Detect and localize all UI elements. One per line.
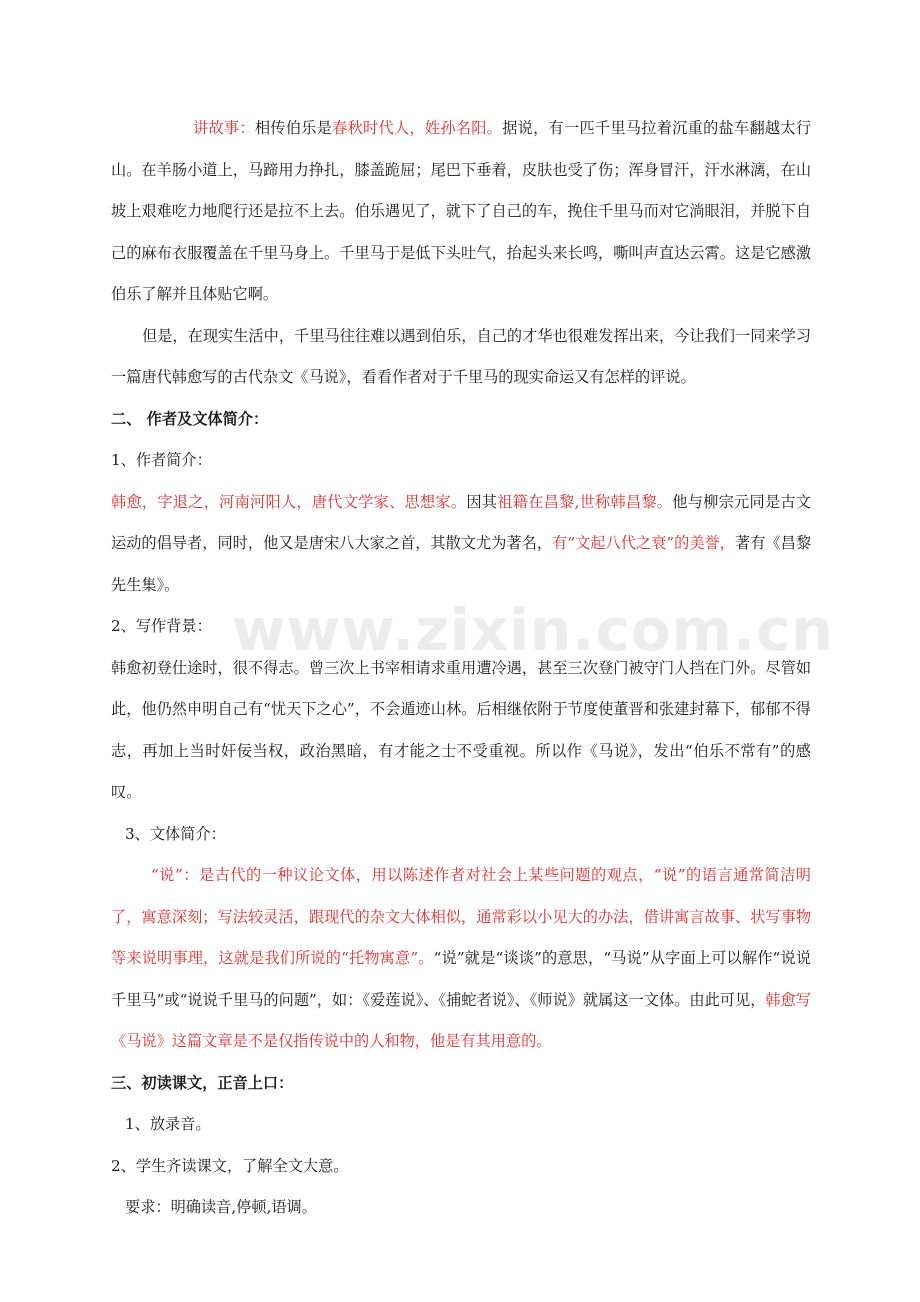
genre-highlight-2: 韩愈写《马说》这篇文章是不是仅指传说中的人和物，他是有其用意的。 [111,990,812,1050]
story-text-2: 据说，有一匹千里马拉着沉重的盐车翻越太行山。在羊肠小道上，马蹄用力挣扎，膝盖跪屈；尾巴下垂着，皮肤也受了伤；浑身冒汗，汗水淋漓，在山坡上艰难吃力地爬行还是拉不上去。伯乐遇见了，就下了自己的车，挽住千里马而对它淌眼泪，并脱下自己的麻布衣服覆盖在千里马身上。千里马于是低下头吐气，抬起头来长鸣，嘶叫声直达云霄。这是它感激伯乐了解并且体贴它啊。 [111,119,812,303]
story-highlight: 春秋时代人，姓孙名阳。 [332,119,503,137]
intro-paragraph: 但是，在现实生活中，千里马往往难以遇到伯乐，自己的才华也很难发挥出来，今让我们一同来学习一篇唐代韩愈写的古代杂文《马说》，看看作者对于千里马的现实命运又有怎样的评说。 [111,326,811,386]
genre-highlight-1: “说”：是古代的一种议论文体，用以陈述作者对社会上某些问题的观点，“说”的语言通常简洁明了，寓意深刻；写法较灵活，跟现代的杂文大体相似，通常彩以小见大的办法，借讲寓言故事、状写事物等来说明事理，这就是我们所说的“托物寓意”。 [111,866,811,967]
background-subheading: 2、写作背景： [111,617,212,635]
genre-text-1: “说”就是“谈谈”的意思，“马说”从字面上可以解作“说说千里马”或“说说千里马的问题”，如：《爱莲说》、《捕蛇者说》、《师说》就属这一文体。由此可见， [111,949,812,1009]
story-text-1: 相传伯乐是 [254,119,333,137]
author-paragraph [111,482,811,607]
watermark: www.zixin.com.cn [232,596,834,664]
story-label: 讲故事： [193,119,255,137]
story-paragraph [111,108,811,316]
requirement-text: 要求：明确读音,停顿,语调。 [125,1198,317,1216]
author-highlight-2: 祖籍在昌黎,世称韩昌黎。 [497,492,673,511]
step-item-2: 2、学生齐读课文，了解全文大意。 [111,1156,349,1175]
section-heading-2: 二、 作者及文体简介： [111,409,269,428]
document-body [111,108,834,1229]
author-subheading: 1、作者简介： [111,451,212,469]
author-highlight-1: 韩愈，字退之，河南河阳人，唐代文学家、思想家。 [111,492,467,511]
section-heading-3: 三、初读课文，正音上口： [111,1073,294,1092]
step-item-1: 1、放录音。 [125,1115,211,1133]
genre-subheading: 3、文体简介： [125,824,226,843]
background-paragraph: 韩愈初登仕途时，很不得志。曾三次上书宰相请求重用遭冷遇，甚至三次登门被守门人挡在门外。尽管如此，他仍然申明自己有“忧天下之心”，不会遁迹山林。后相继依附于节度使董晋和张建封幕下，郁郁不得志，再加上当时奸佞当权，政治黑暗，有才能之士不受重视。所以作《马说》，发出“伯乐不常有”的感叹。 [111,658,811,801]
author-text-2: 他与柳宗元同是古文运动的倡导者，同时，他又是唐宋八大家之首，其散文尤为著名， [111,492,812,552]
genre-paragraph [111,855,811,1063]
author-text-3: 著有《昌黎先生集》。 [111,534,812,594]
author-highlight-3: 有“文起八代之衰”的美誉， [552,534,735,552]
author-text-1: 因其 [466,492,498,511]
